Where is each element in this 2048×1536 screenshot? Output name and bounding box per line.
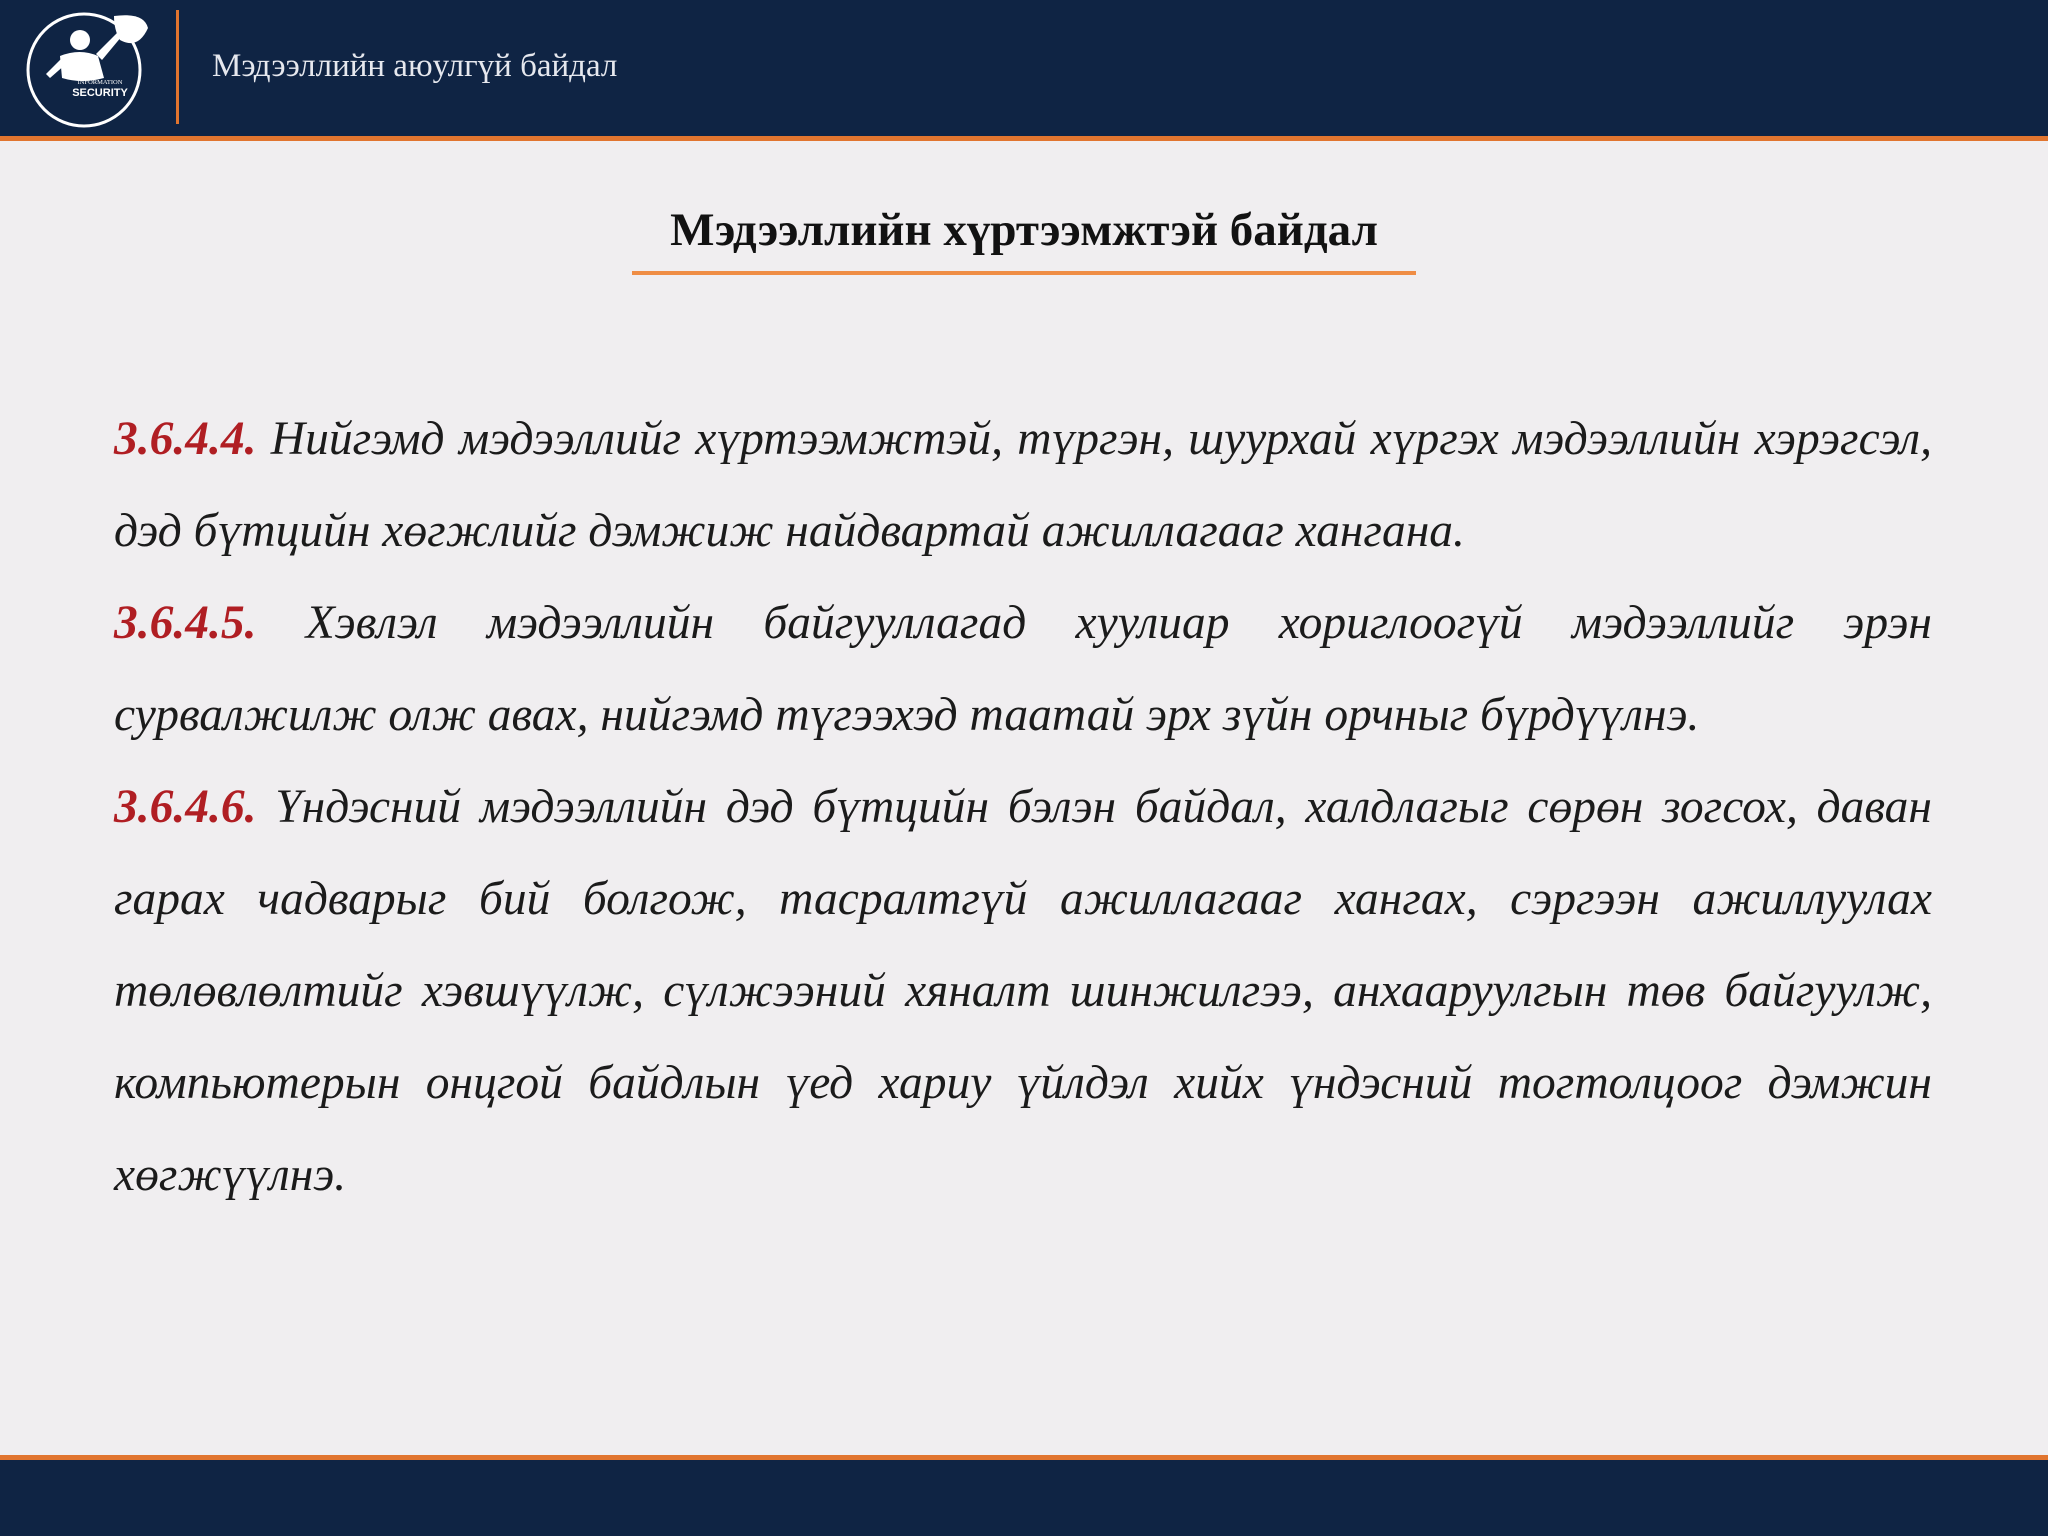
- header-divider: [176, 10, 179, 124]
- header-title: Мэдээллийн аюулгүй байдал: [212, 48, 618, 84]
- paragraph-text: Үндэсний мэдээллийн дэд бүтцийн бэлэн байдал, халдлагыг сөрөн зогсох, даван гарах чадварыг бий болгож, тасралтгүй ажиллагааг хангах, сэргээн ажиллуулах төлөвлөлтийг хэвшүүлж, сүлжээний хяналт шинжилгээ, анхааруулгын төв байгуулж, компьютерын онцгой байдлын үед хариу үйлдэл хийх үндэсний тогтолцоог дэмжин хөгжүүлнэ.: [114, 781, 1932, 1201]
- title-underline: [632, 271, 1416, 275]
- information-security-logo-icon: [22, 6, 152, 130]
- paragraph-number: 3.6.4.5.: [114, 597, 257, 649]
- paragraph-text: Хэвлэл мэдээллийн байгууллагад хуулиар хориглоогүй мэдээллийг эрэн сурвалжилж олж авах, нийгэмд түгээхэд таатай эрх зүйн орчныг бүрдүүлнэ.: [114, 597, 1932, 741]
- footer-bar: [0, 1460, 2048, 1536]
- header-bar: [0, 0, 2048, 136]
- paragraph-number: 3.6.4.4.: [114, 413, 257, 465]
- paragraph-3-6-4-5: [114, 577, 1932, 761]
- slide-content: [114, 393, 1932, 1221]
- header-accent-line: [0, 136, 2048, 141]
- svg-text:INFORMATION: INFORMATION: [77, 79, 123, 86]
- paragraph-text: Нийгэмд мэдээллийг хүртээмжтэй, түргэн, шуурхай хүргэх мэдээллийн хэрэгсэл, дэд бүтцийн хөгжлийг дэмжиж найдвартай ажиллагааг хангана.: [114, 413, 1932, 557]
- paragraph-3-6-4-6: [114, 761, 1932, 1221]
- svg-text:SECURITY: SECURITY: [72, 87, 128, 99]
- paragraph-3-6-4-4: [114, 393, 1932, 577]
- paragraph-number: 3.6.4.6.: [114, 781, 257, 833]
- slide-title: Мэдээллийн хүртээмжтэй байдал: [670, 204, 1378, 256]
